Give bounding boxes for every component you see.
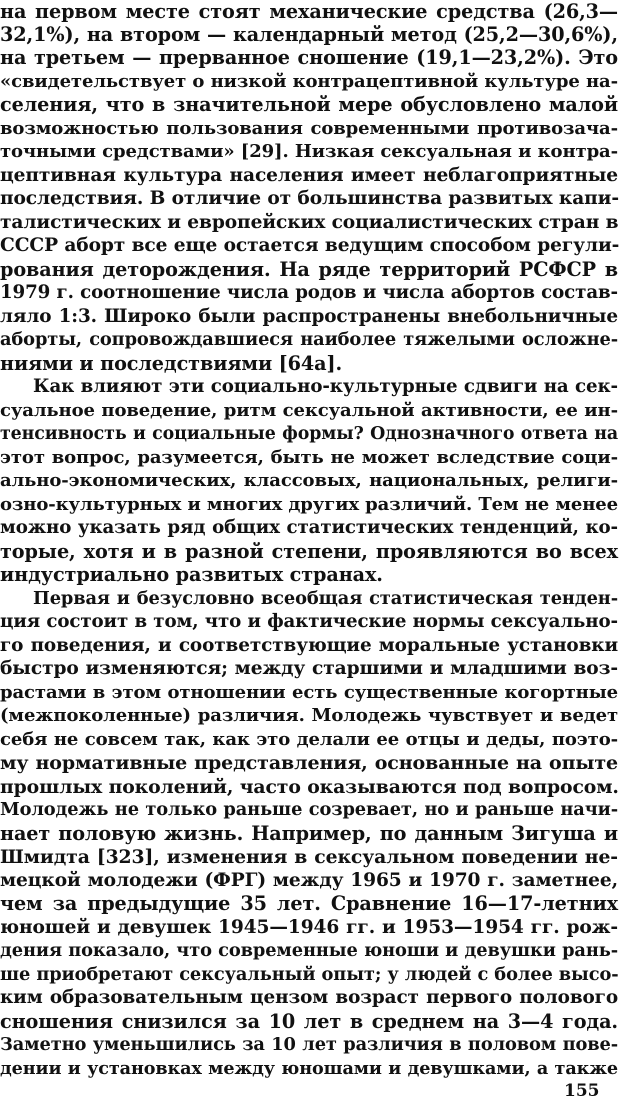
text-line: суальное поведение, ритм сексуальной активности, ее ин- [0,400,618,421]
text-line: растами в этом отношении есть существенные когортные [0,682,618,703]
text-line: точными средствами» [29]. Низкая сексуальная и контра- [0,141,618,162]
text-line: прошлых поколений, часто оказываются под вопросом. [0,776,619,798]
text-line: 32,1%), на втором — календарный метод (25,2—30,6%), [0,23,618,46]
text-line: «свидетельствует о низкой контрацептивной культуре на- [0,71,618,92]
text-line: го поведения, и соответствующие моральные установки [0,635,618,656]
text-line: быстро изменяются; между старшими и младшими воз- [0,658,618,679]
text-line: ниями и последствиями [64а]. [0,352,343,375]
text-line: 1979 г. соотношение числа родов и числа абортов состав- [0,282,618,303]
text-line: СССР аборт все еще остается ведущим способом регули- [0,235,620,256]
text-line: сношения снизился за 10 лет в среднем на 3—4 года. [0,1010,618,1033]
text-line: ально-экономических, классовых, национальных, религи- [0,470,618,491]
text-line: Заметно уменьшились за 10 лет различия в половом пове- [0,1034,618,1055]
text-line: аборты, сопровождавшиеся наиболее тяжелыми осложне- [0,329,618,350]
text-line: нает половую жизнь. Например, по данным Зигуша и [0,822,618,845]
text-line: Как влияют эти социально-культурные сдвиги на сек- [33,376,618,397]
text-line: последствия. В отличие от большинства развитых капи- [0,188,619,209]
text-line: ким образовательным цензом возраст первого полового [0,987,618,1008]
text-line: на третьем — прерванное сношение (19,1—23,2%). Это [0,46,618,69]
text-line: цептивная культура населения имеет неблагоприятные [0,165,618,186]
text-line: ция состоит в том, что и фактические нормы сексуально- [0,611,618,632]
text-line: индустриально развитых странах. [0,563,383,586]
text-line: му нормативные представления, основанные на опыте [0,752,618,774]
text-line: ше приобретают сексуальный опыт; у людей с более высо- [0,964,619,985]
text-line: Первая и безусловно всеобщая статистическая тенден- [33,588,618,609]
text-line: можно указать ряд общих статистических тенденций, ко- [0,517,618,538]
text-line: юношей и девушек 1945—1946 гг. и 1953—1954 гг. рож- [0,917,618,938]
text-line: озно-культурных и многих других различий. Тем не менее [0,494,618,515]
text-line: на первом месте стоят механические средства (26,3— [0,0,618,23]
text-line: талистических и европейских социалистических стран в [0,212,619,233]
text-line: селения, что в значительной мере обусловлено малой [0,93,618,116]
text-line: себя не совсем так, как это делали ее отцы и деды, поэто- [0,729,618,750]
text-line: мецкой молодежи (ФРГ) между 1965 и 1970 г. заметнее, [0,870,618,891]
text-line: (межпоколенные) различия. Молодежь чувствует и ведет [0,705,618,726]
text-line: чем за предыдущие 35 лет. Сравнение 16—17-летних [0,892,618,915]
text-line: дения показало, что современные юноши и девушки рань- [0,940,618,961]
text-line: Шмидта [323], изменения в сексуальном поведении не- [0,846,618,868]
page-number: 155 [564,1081,600,1101]
text-line: дении и установках между юношами и девушками, а также [0,1058,618,1079]
text-line: Молодежь не только раньше созревает, но и раньше начи- [0,799,618,820]
text-line: тенсивность и социальные формы? Однозначного ответа на [0,424,618,444]
text-line: возможностью пользования современными противозача- [0,118,618,139]
text-line: ляло 1:3. Широко были распространены внебольничные [0,306,618,327]
text-line: рования деторождения. На ряде территорий РСФСР в [0,258,618,281]
text-line: торые, хотя и в разной степени, проявляются во всех [0,540,618,563]
text-line: этот вопрос, разумеется, быть не может вследствие соци- [0,447,618,468]
